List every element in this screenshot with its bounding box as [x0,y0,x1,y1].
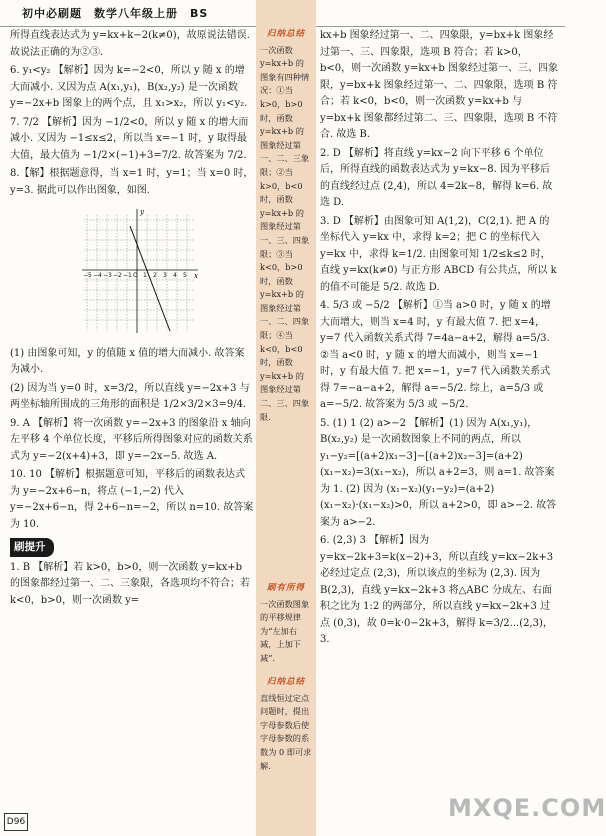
x-tick-label: −4 [93,272,102,279]
answer-q7: 7. 7/2 【解析】因为 −1/2<0，所以 y 随 x 的增大而减小. 又因为 −1≤x≤2，所以当 x=−1 时，y 取得最大值，最大值为 −1/2×(−1)+3=7/2. 故答案为 7/2. [10,116,249,161]
note-summary-1 [260,28,312,424]
answer-para: 所得直线表达式为 y=kx+k−2(k≠0)，故原说法错误. 故说法正确的为②③. [10,30,250,58]
coordinate-graph [82,205,202,335]
note-body: 直线恒过定点问题时，提出字母参数后使字母参数的系数为 0 即可求解. [260,692,312,771]
note-body: 一次函数图象的平移规律为“左加右减，上加下减”. [260,598,310,663]
x-tick-label: 2 [153,272,157,279]
x-tick-label: −1 [123,272,132,279]
page-number: D96 [4,813,28,831]
x-tick-label: −3 [103,272,112,279]
answer-r3: 3. D 【解析】由图象可知 A(1,2)，C(2,1). 把 A 的坐标代入 y=kx 中，求得 k=2；把 C 的坐标代入 y=kx 中，求得 k=1/2. 由图象可知 1/2≤k≤2 时，直线 y=kx(k≠0) 与正方形 ABCD 有公共点，所以 k 的值不可能是 5/2. 故选 D. [320,215,557,293]
x-tick-label: 3 [163,272,167,279]
note-title: 刷有所得 [266,583,305,593]
note-takeaway [260,582,312,666]
section-heading: 刷提升 [10,538,54,557]
x-tick-label: 1 [143,272,147,279]
left-column [10,28,254,611]
answer-t1: 1. B 【解析】若 k>0，b>0，则一次函数 y=kx+b 的图象都经过第一、二、三象限，各选项均不符合；若 k<0，b>0，则一次函数 y= [10,561,250,606]
answer-r6: 6. (2,3) 3 【解析】因为 y=kx−2k+3=k(x−2)+3，所以直线 y=kx−2k+3 必经过定点 (2,3)，所以该点的坐标为 (2,3). 因为 B(2,3)，直线 y=kx−2k+3 将△ABC 分成左、右面积之比为 1:2 的两部分，所以直线 y=kx−2k+3 过点 (0,3)，故 0=k·0−2k+3，解得 k=3/2...(2,3)，3. [320,535,554,645]
answer-r4: 4. 5/3 或 −5/2 【解析】①当 a>0 时，y 随 x 的增大而增大，则当 x=4 时，y 有最大值 7. 把 x=4，y=7 代入函数关系式得 7=4a−a+2，解得 a=5/3. ②当 a<0 时，y 随 x 的增大而减小，则当 x=−1 时，y 有最大值 7. 把 x=−1，y=7 代入函数关系式得 7=−a−a+2，解得 a=−5/2. 综上，a=5/3 或 a=−5/2. 故答案为 5/3 或 −5/2. [320,300,551,410]
x-axis-label: x [194,272,198,280]
x-tick-label: −2 [113,272,122,279]
note-summary-2 [260,676,312,773]
watermark: MXQE.COM [448,794,606,822]
x-tick-label: 5 [183,272,187,279]
answer-r5: 5. (1) 1 (2) a>−2 【解析】(1) 因为 A(x₁,y₁)，B(x₂,y₂) 是一次函数图象上不同的两点，所以 y₁−y₂=[(a+2)x₁−3]−[(a+2)x₂−3]=(a+2)(x₁−x₂)=3(x₁−x₂)，所以 a+2=3，则 a=1. 故答案为 1. (2) 因为 (x₁−x₂)(y₁−y₂)=(a+2)(x₁−x₂)·(x₁−x₂)>0，所以 a+2>0，即 a>−2. 故答案为 a>−2. [320,417,557,528]
x-tick-label: O [133,272,138,279]
y-axis-label: y [140,208,144,216]
right-column [320,28,558,651]
answer-q8: 8.【解】根据题意得，当 x=1 时，y=1；当 x=0 时，y=3. 据此可以作出图象，如图. [10,168,254,196]
answer-q6: 6. y₁<y₂ 【解析】因为 k=−2<0，所以 y 随 x 的增大而减小. 又因为点 A(x₁,y₁)，B(x₂,y₂) 是一次函数 y=−2x+b 图象上的两个点，且 x₁>x₂，所以 y₁<y₂. [10,65,248,109]
side-notes [256,0,316,836]
header-title: 初中必刷题 数学八年级上册 BS [22,7,209,20]
x-tick-label: 4 [173,272,177,279]
answer-r2: 2. D 【解析】将直线 y=kx−2 向下平移 6 个单位后，所得直线的函数表达式为 y=kx−8. 因为平移后的直线经过点 (2,4)，所以 4=2k−8，解得 k=6. 故选 D. [320,147,553,208]
x-tick-label: −5 [83,272,92,279]
answer-q8-part2: (2) 因为当 y=0 时，x=3/2，所以直线 y=−2x+3 与两坐标轴所围成的三角形的面积是 1/2×3/2×3=9/4. [10,382,250,410]
note-body: 一次函数 y=kx+b 的图象有四种情况：①当 k>0，b>0 时，函数 y=kx+b 的图象经过第一、二、三象限；②当 k>0，b<0 时，函数 y=kx+b 的图象经过第一、三、四象限；③当 k<0，b>0 时，函数 y=kx+b 的图象经过第一、二、四象限；④当 k<0，b<0 时，函数 y=kx+b 的图象经过第二、三、四象限. [260,44,310,422]
answer-q10: 10. 10 【解析】根据题意可知，平移后的函数表达式为 y=−2x+6−n，将点 (−1,−2) 代入 y=−2x+6−n，得 2+6−n=−2，所以 n=10. 故答案为 10. [10,469,254,530]
answer-q8-part1: (1) 由图象可知，y 的值随 x 值的增大而减小. 故答案为减小. [10,347,245,375]
note-title: 归纳总结 [266,677,305,687]
answer-continued: kx+b 图象经过第一、二、四象限，y=bx+k 图象经过第一、三、四象限，选项 B 符合；若 k>0，b<0，则一次函数 y=kx+b 图象经过第一、三、四象限，y=bx+k 图象经过第一、二、四象限，选项 B 符合；若 k<0，b<0，则一次函数 y=kx+b 与 y=bx+k 图象都经过第二、三、四象限，选项 B 不符合. 故选 B. [320,30,559,140]
note-title: 归纳总结 [266,29,305,39]
answer-q9: 9. A 【解析】将一次函数 y=−2x+3 的图象沿 x 轴向左平移 4 个单位长度，平移后所得图象对应的函数关系式为 y=−2(x+4)+3，即 y=−2x−5. 故选 A. [10,417,253,462]
